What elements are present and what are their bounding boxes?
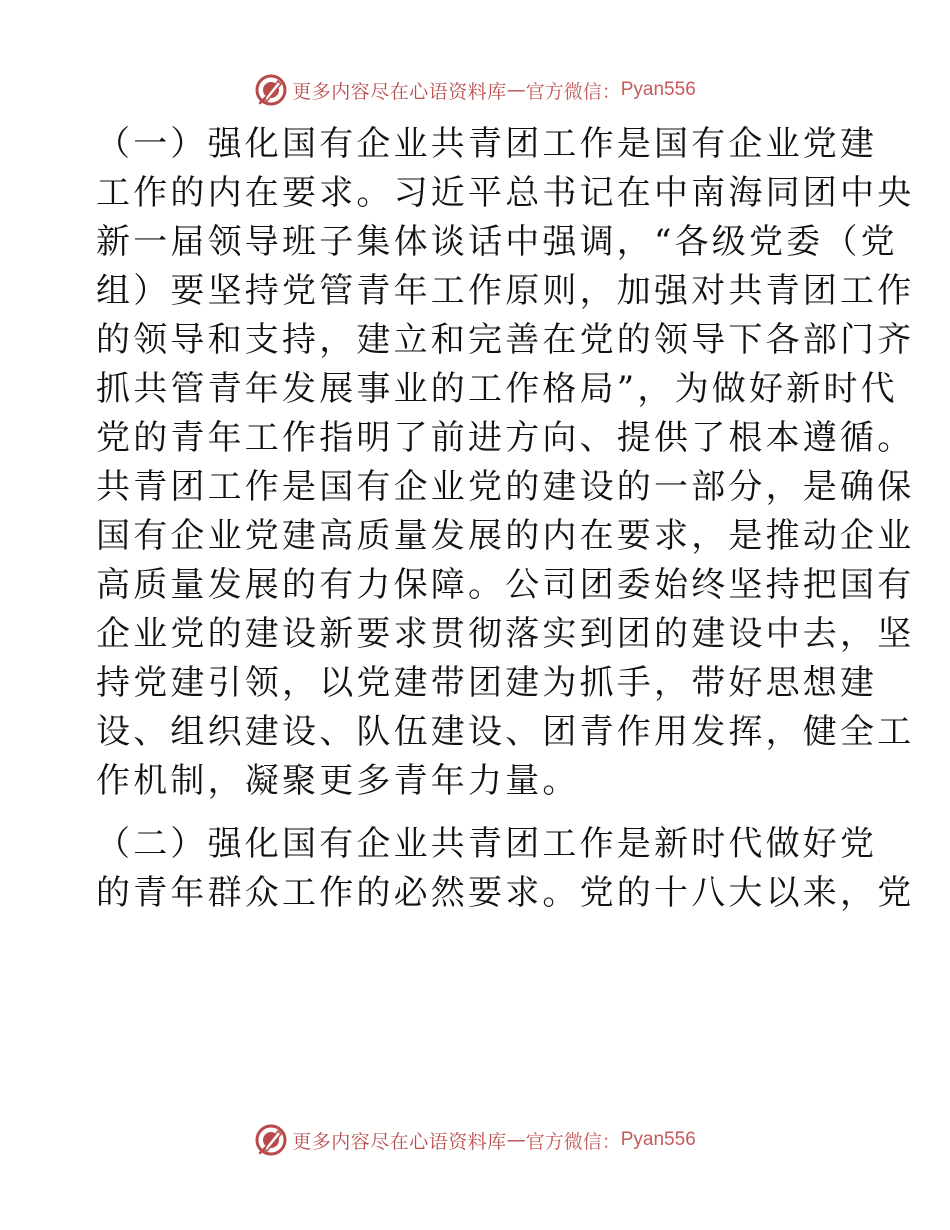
paragraph-1-line: 新一届领导班子集体谈话中强调，“各级党委（党 bbox=[96, 222, 898, 262]
quill-seal-icon bbox=[254, 73, 288, 107]
footer-banner-separator: — bbox=[506, 1129, 526, 1151]
paragraph-1-line: 共青团工作是国有企业党的建设的一部分，是确保 bbox=[96, 467, 915, 507]
header-banner-separator: — bbox=[506, 79, 526, 101]
footer-banner-text: 更多内容尽在心语资料库 bbox=[292, 1130, 507, 1153]
header-wechat-id: Pyan556 bbox=[620, 79, 696, 100]
paragraph-2-line: 的青年群众工作的必然要求。党的十八大以来，党 bbox=[96, 873, 915, 913]
paragraph-1-line: 作机制，凝聚更多青年力量。 bbox=[96, 761, 580, 801]
footer-wechat-label: 官方微信： bbox=[525, 1130, 621, 1153]
paragraph-1-line: 党的青年工作指明了前进方向、提供了根本遵循。 bbox=[96, 418, 915, 458]
document-body bbox=[96, 120, 915, 918]
paragraph-1-line: 组）要坚持党管青年工作原则，加强对共青团工作 bbox=[96, 271, 915, 311]
paragraph-1-line: 国有企业党建高质量发展的内在要求，是推动企业 bbox=[96, 516, 915, 556]
paragraph-1-line: 抓共管青年发展事业的工作格局”，为做好新时代 bbox=[96, 369, 898, 409]
header-banner-text: 更多内容尽在心语资料库 bbox=[292, 80, 507, 103]
paragraph-1-line: 的领导和支持，建立和完善在党的领导下各部门齐 bbox=[96, 320, 915, 360]
paragraph-1-line: 高质量发展的有力保障。公司团委始终坚持把国有 bbox=[96, 565, 915, 605]
footer-wechat-id: Pyan556 bbox=[620, 1129, 696, 1150]
header-banner bbox=[0, 70, 950, 110]
paragraph-1-line: 企业党的建设新要求贯彻落实到团的建设中去，坚 bbox=[96, 614, 915, 654]
paragraph-1-line: 工作的内在要求。习近平总书记在中南海同团中央 bbox=[96, 173, 915, 213]
paragraph-2-line: （二）强化国有企业共青团工作是新时代做好党 bbox=[96, 824, 878, 864]
quill-seal-icon bbox=[254, 1123, 288, 1157]
paragraph-1 bbox=[96, 120, 915, 806]
header-wechat-label: 官方微信： bbox=[525, 80, 621, 103]
footer-banner bbox=[0, 1120, 950, 1160]
paragraph-1-line: （一）强化国有企业共青团工作是国有企业党建 bbox=[96, 124, 878, 164]
paragraph-1-line: 设、组织建设、队伍建设、团青作用发挥，健全工 bbox=[96, 712, 915, 752]
paragraph-2 bbox=[96, 820, 915, 918]
paragraph-1-line: 持党建引领，以党建带团建为抓手，带好思想建 bbox=[96, 663, 878, 703]
